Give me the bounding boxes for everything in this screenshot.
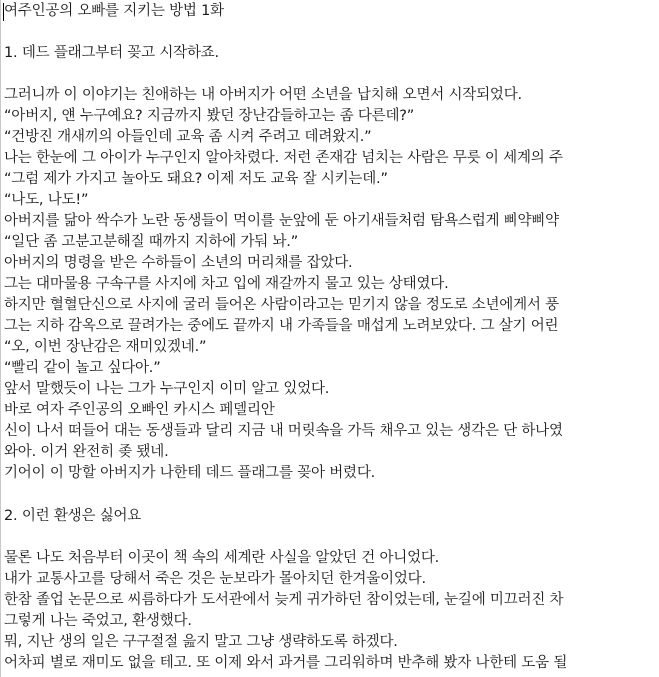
text-line: 아버지를 닮아 싹수가 노란 동생들이 먹이를 눈앞에 둔 아기새들처럼 탐욕스럽게 삐약삐약 [4,213,559,229]
text-line: 앞서 말했듯이 나는 그가 누구인지 이미 알고 있었다. [4,381,330,397]
text-line: 그는 대마물용 구속구를 사지에 차고 입에 재갈까지 물고 있는 상태였다. [4,276,449,292]
text-line: 물론 나도 처음부터 이곳이 책 속의 세계란 사실을 알았던 건 아니었다. [4,550,440,566]
text-line: 그렇게 나는 죽었고, 환생했다. [4,613,192,629]
text-line: “오, 이번 장난감은 재미있겠네.” [4,339,207,355]
text-line: 기어이 이 망할 아버지가 나한테 데드 플래그를 꽂아 버렸다. [4,465,376,481]
text-line: 어차피 별로 재미도 없을 테고. 또 이제 와서 과거를 그리워하며 반추해 봤자 나한테 도움 될 [4,655,568,671]
text-line: 하지만 혈혈단신으로 사지에 굴러 들어온 사람이라고는 믿기지 않을 정도로 소년에게서 풍 [4,297,559,313]
text-line: 내가 교통사고를 당해서 죽은 것은 눈보라가 몰아치던 한겨울이었다. [4,571,426,587]
section-heading-2: 2. 이런 환생은 싫어요 [4,508,142,524]
text-line: 뭐, 지난 생의 일은 구구절절 읊지 말고 그냥 생략하도록 하겠다. [4,634,398,650]
document-title: 여주인공의 오빠를 지키는 방법 1화 [4,3,224,19]
text-line: “그럼 제가 가지고 놀아도 돼요? 이제 저도 교육 잘 시키는데.” [4,171,388,187]
text-line: “일단 좀 고분고분해질 때까지 지하에 가둬 놔.” [4,234,299,250]
text-line: 그러니까 이 이야기는 친애하는 내 아버지가 어떤 소년을 납치해 오면서 시작되었다. [4,87,522,103]
text-line: “나도, 나도!” [4,192,89,208]
text-line: 나는 한눈에 그 아이가 누구인지 알아차렸다. 저런 존재감 넘치는 사람은 무릇 이 세계의 주 [4,150,563,166]
text-line: 와아. 이거 완전히 좆 됐네. [4,444,169,460]
text-line: “빨리 같이 놀고 싶다아.” [4,360,161,376]
text-line: 한참 졸업 논문으로 씨름하다가 도서관에서 늦게 귀가하던 참이었는데, 눈길에 미끄러진 차 [4,592,564,608]
text-line: 아버지의 명령을 받은 수하들이 소년의 머리채를 잡았다. [4,255,353,271]
section-heading-1: 1. 데드 플래그부터 꽂고 시작하죠. [4,45,219,61]
text-line: “아버지, 얜 누구예요? 지금까지 봤던 장난감들하고는 좀 다른데?” [4,108,415,124]
text-line: 신이 나서 떠들어 대는 동생들과 달리 지금 내 머릿속을 가득 채우고 있는 생각은 단 하나였 [4,423,563,439]
text-line: “건방진 개새끼의 아들인데 교육 좀 시켜 주려고 데려왔지.” [4,129,372,145]
text-line: 그는 지하 감옥으로 끌려가는 중에도 끝까지 내 가족들을 매섭게 노려보았다. 그 살기 어린 [4,318,559,334]
text-line: 바로 여자 주인공의 오빠인 카시스 페델리안 [4,402,275,418]
